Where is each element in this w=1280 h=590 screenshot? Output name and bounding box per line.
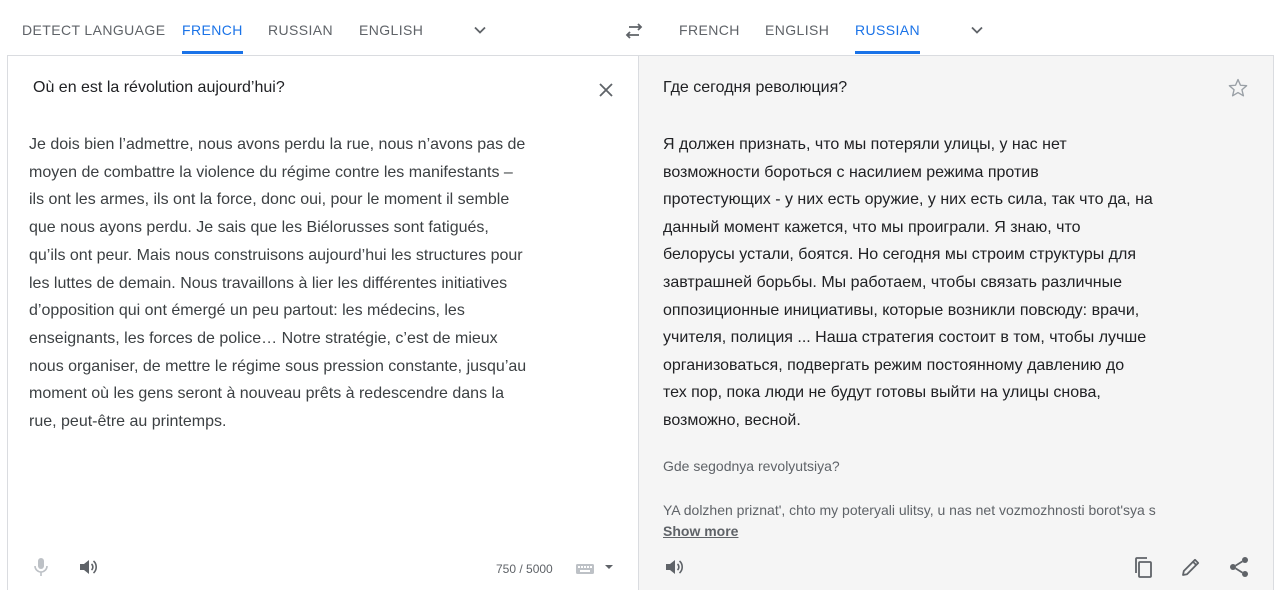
tab-detect-language[interactable]: DETECT LANGUAGE <box>22 22 166 38</box>
chevron-down-icon[interactable] <box>969 22 985 38</box>
tab-target-english[interactable]: ENGLISH <box>765 22 830 38</box>
speaker-icon[interactable] <box>663 556 685 578</box>
translation-output: Я должен признать, что мы потеряли улицы, у нас нет возможности бороться с насилием режима против протестующих - у них есть оружие, у них есть сила, так что да, на данный момент кажется, что мы проиграли. Я знаю, что белорусы устали, боятся. Но сегодня мы строим структуры для завтрашней борьбы. Мы работаем, чтобы связать различные оппозиционные инициативы, которые возникли повсюду: врачи, учителя, полиция ... Наша стратегия состоит в том, чтобы лучше организоваться, подвергать режим постоянному давлению до тех пор, пока люди не будут готовы выйти на улицы снова, возможно, весной. <box>663 136 1153 429</box>
tab-source-russian[interactable]: RUSSIAN <box>268 22 334 38</box>
pencil-icon[interactable] <box>1179 555 1203 579</box>
transliteration-title: Gde segodnya revolyutsiya? <box>663 458 840 474</box>
source-text-input[interactable]: Je dois bien l’admettre, nous avons perdu la rue, nous n’avons pas de moyen de combattre la violence du régime contre les manifestants – ils ont les armes, ils ont la force, donc oui, pour le moment il semble que nous ayons perdu. Je sais que les Biélorusses sont fatigués, qu’ils ont peur. Mais nous construisons aujourd’hui les structures pour les luttes de demain. Nous travaillons à lier les différentes initiatives d’opposition qui ont émergé un peu partout: les médecins, les enseignants, les forces de police… Notre stratégie, c’est de mieux nous organiser, de mettre le régime sous pression constante, jusqu’au moment où les gens seront à nouveau prêts à redescendre dans la rue, peut-être au printemps. <box>29 136 527 431</box>
translation-title: Где сегодня революция? <box>663 79 848 96</box>
tab-target-french[interactable]: FRENCH <box>679 22 740 38</box>
character-count: 750 / 5000 <box>496 562 553 576</box>
share-icon[interactable] <box>1227 555 1251 579</box>
keyboard-icon[interactable] <box>575 562 595 576</box>
chevron-down-icon[interactable] <box>472 22 488 38</box>
close-icon[interactable] <box>597 81 615 99</box>
copy-icon[interactable] <box>1131 555 1155 579</box>
tab-source-english[interactable]: ENGLISH <box>359 22 424 38</box>
transliteration-body: YA dolzhen priznat', chto my poteryali ulitsy, u nas net vozmozhnosti borot'sya s <box>663 502 1156 518</box>
speaker-icon[interactable] <box>77 556 99 578</box>
panel-divider <box>638 56 639 590</box>
show-more-link[interactable]: Show more <box>663 523 739 539</box>
star-icon[interactable] <box>1227 77 1249 99</box>
swap-icon[interactable] <box>622 20 646 44</box>
microphone-icon[interactable] <box>31 556 51 578</box>
source-text-title[interactable]: Où en est la révolution aujourd’hui? <box>33 79 285 96</box>
tab-target-russian[interactable]: RUSSIAN <box>855 0 920 54</box>
caret-down-icon[interactable] <box>604 562 614 572</box>
tab-source-french[interactable]: FRENCH <box>182 0 243 54</box>
